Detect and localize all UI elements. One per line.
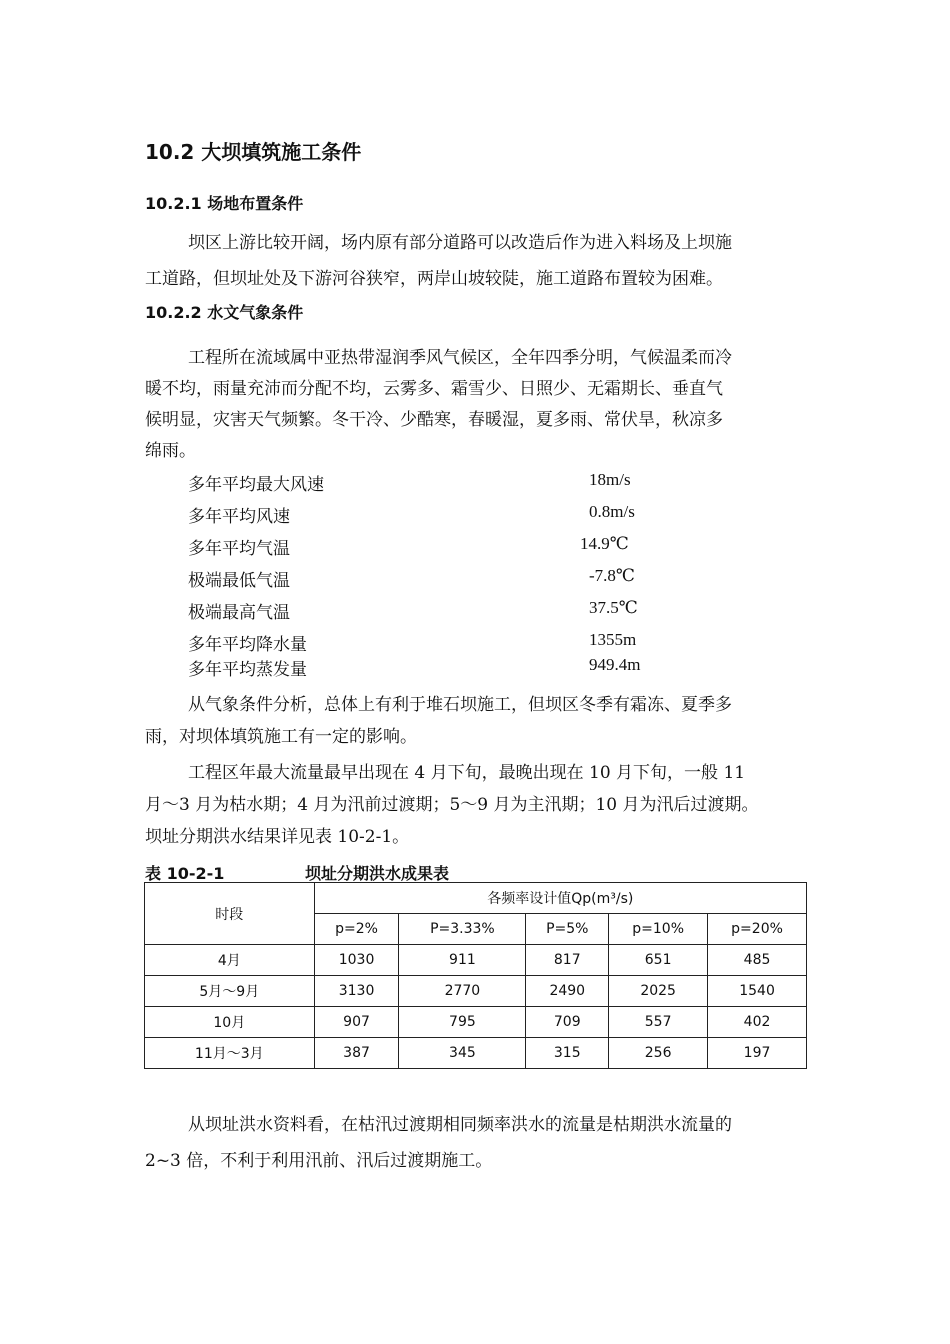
param-value: 0.8m/s	[589, 502, 635, 521]
paragraph-line: 暖不均，雨量充沛而分配不均，云雾多、霜雪少、日照少、无霜期长、垂直气	[145, 379, 723, 399]
column-header-frequency: p=20%	[708, 914, 807, 945]
section-title: 10.2 大坝填筑施工条件	[145, 140, 362, 164]
value-cell: 197	[708, 1038, 807, 1069]
table-header-row	[145, 883, 807, 914]
paragraph-line: 工程区年最大流量最早出现在 4 月下旬，最晚出现在 10 月下旬，一般 11	[188, 763, 746, 783]
flood-table	[144, 882, 807, 1069]
paragraph-line: 2~3 倍，不利于利用汛前、汛后过渡期施工。	[145, 1151, 493, 1171]
value-cell: 907	[314, 1007, 399, 1038]
table-row	[145, 945, 807, 976]
param-value: -7.8℃	[589, 566, 635, 585]
param-name: 极端最低气温	[188, 571, 290, 591]
period-cell: 4月	[145, 945, 315, 976]
period-cell: 10月	[145, 1007, 315, 1038]
param-value: 37.5℃	[589, 598, 638, 617]
table-row	[145, 976, 807, 1007]
column-header-frequency: p=2%	[314, 914, 399, 945]
value-cell: 256	[609, 1038, 708, 1069]
table-row	[145, 1007, 807, 1038]
period-cell: 5月～9月	[145, 976, 315, 1007]
param-name: 极端最高气温	[188, 603, 290, 623]
param-value: 1355m	[589, 630, 637, 649]
value-cell: 315	[526, 1038, 609, 1069]
param-name: 多年平均最大风速	[188, 475, 324, 495]
table-row	[145, 1038, 807, 1069]
paragraph-line: 工程所在流域属中亚热带湿润季风气候区，全年四季分明，气候温柔而冷	[188, 348, 732, 368]
paragraph-line: 工道路，但坝址处及下游河谷狭窄，两岸山坡较陡，施工道路布置较为困难。	[145, 269, 723, 289]
paragraph-line: 坝区上游比较开阔，场内原有部分道路可以改造后作为进入料场及上坝施	[188, 233, 732, 253]
value-cell: 709	[526, 1007, 609, 1038]
value-cell: 2490	[526, 976, 609, 1007]
value-cell: 911	[399, 945, 526, 976]
column-header-frequency: P=5%	[526, 914, 609, 945]
paragraph-line: 候明显，灾害天气频繁。冬干冷、少酷寒，春暖湿，夏多雨、常伏旱，秋凉多	[145, 410, 723, 430]
value-cell: 1030	[314, 945, 399, 976]
param-name: 多年平均降水量	[188, 635, 307, 655]
value-cell: 402	[708, 1007, 807, 1038]
value-cell: 345	[399, 1038, 526, 1069]
paragraph-line: 从气象条件分析，总体上有利于堆石坝施工，但坝区冬季有霜冻、夏季多	[188, 695, 732, 715]
paragraph-line: 坝址分期洪水结果详见表 10-2-1。	[145, 827, 410, 847]
column-group-header: 各频率设计值Qp(m³/s)	[314, 883, 806, 914]
value-cell: 485	[708, 945, 807, 976]
paragraph-line: 月～3 月为枯水期；4 月为汛前过渡期；5～9 月为主汛期；10 月为汛后过渡期。	[145, 795, 759, 815]
column-header-period: 时段	[145, 883, 315, 945]
value-cell: 1540	[708, 976, 807, 1007]
value-cell: 2770	[399, 976, 526, 1007]
subsection-title-site-layout: 10.2.1 场地布置条件	[145, 194, 304, 213]
value-cell: 3130	[314, 976, 399, 1007]
table-caption-number: 表 10-2-1	[145, 864, 225, 883]
value-cell: 651	[609, 945, 708, 976]
param-value: 14.9℃	[580, 534, 629, 553]
param-name: 多年平均风速	[188, 507, 290, 527]
column-header-frequency: P=3.33%	[399, 914, 526, 945]
param-value: 949.4m	[589, 655, 641, 674]
value-cell: 795	[399, 1007, 526, 1038]
value-cell: 817	[526, 945, 609, 976]
param-name: 多年平均气温	[188, 539, 290, 559]
paragraph-line: 从坝址洪水资料看，在枯汛过渡期相同频率洪水的流量是枯期洪水流量的	[188, 1115, 732, 1135]
paragraph-line: 雨，对坝体填筑施工有一定的影响。	[145, 727, 417, 747]
table-caption-title: 坝址分期洪水成果表	[305, 864, 450, 883]
column-header-frequency: p=10%	[609, 914, 708, 945]
period-cell: 11月～3月	[145, 1038, 315, 1069]
paragraph-line: 绵雨。	[145, 441, 196, 461]
param-name: 多年平均蒸发量	[188, 660, 307, 680]
subsection-title-hydrology: 10.2.2 水文气象条件	[145, 303, 304, 322]
value-cell: 2025	[609, 976, 708, 1007]
value-cell: 387	[314, 1038, 399, 1069]
param-value: 18m/s	[589, 470, 631, 489]
value-cell: 557	[609, 1007, 708, 1038]
